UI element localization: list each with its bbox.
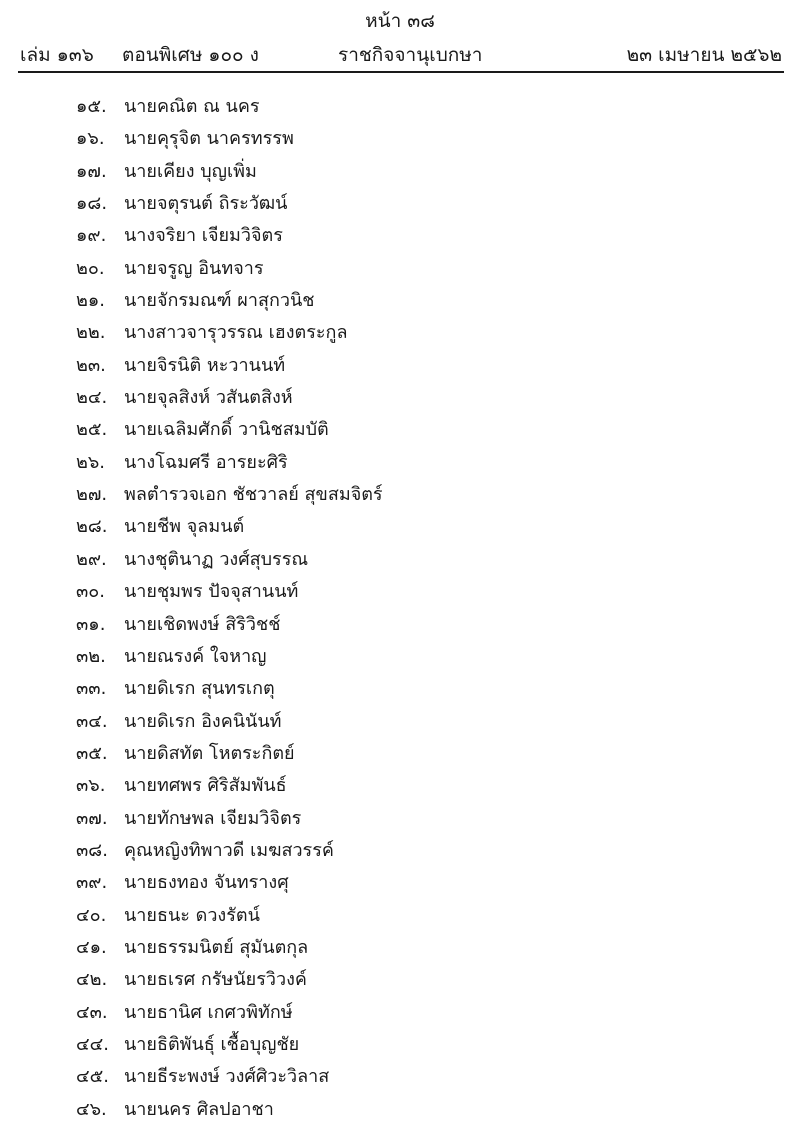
entry-number: ๓๗.	[76, 807, 108, 829]
entry-name: นายจุลสิงห์ วสันตสิงห์	[124, 387, 293, 409]
list-item	[0, 772, 800, 804]
entry-number: ๓๒.	[76, 645, 106, 667]
entry-name: นายทศพร ศิริสัมพันธ์	[124, 775, 287, 797]
list-item	[0, 255, 800, 287]
entry-number: ๒๒.	[76, 322, 106, 344]
list-item	[0, 643, 800, 675]
list-item	[0, 708, 800, 740]
entry-name: นายธีระพงษ์ วงศ์ศิวะวิลาส	[124, 1066, 330, 1088]
issue-number: ตอนพิเศษ ๑๐๐ ง	[122, 44, 259, 66]
list-item	[0, 481, 800, 513]
list-item	[0, 546, 800, 578]
list-item	[0, 999, 800, 1031]
entry-name: นายเฉลิมศักดิ์ วานิชสมบัติ	[124, 419, 329, 441]
list-item	[0, 125, 800, 157]
list-item	[0, 1031, 800, 1063]
list-item	[0, 1063, 800, 1095]
entry-number: ๔๐.	[76, 904, 107, 926]
name-list	[0, 93, 800, 1128]
list-item	[0, 740, 800, 772]
entry-number: ๔๑.	[76, 936, 107, 958]
entry-name: นายณรงค์ ใจหาญ	[124, 645, 267, 667]
list-item	[0, 319, 800, 351]
entry-name: นายคุรุจิต นาครทรรพ	[124, 128, 294, 150]
header-divider	[18, 71, 784, 73]
entry-name: นายทักษพล เจียมวิจิตร	[124, 807, 302, 829]
entry-name: นายธิติพันธุ์ เชื้อบุญชัย	[124, 1033, 300, 1055]
entry-name: นายชีพ จุลมนต์	[124, 516, 245, 538]
entry-number: ๒๑.	[76, 290, 106, 312]
list-item	[0, 675, 800, 707]
entry-number: ๓๘.	[76, 839, 108, 861]
entry-name: นายธเรศ กรัษนัยรวิวงค์	[124, 969, 307, 991]
list-item	[0, 158, 800, 190]
entry-number: ๒๕.	[76, 419, 108, 441]
entry-name: นางโฉมศรี อารยะศิริ	[124, 451, 288, 473]
entry-name: นายคณิต ณ นคร	[124, 96, 260, 117]
list-item	[0, 934, 800, 966]
list-item	[0, 902, 800, 934]
volume-number: เล่ม ๑๓๖	[20, 44, 94, 66]
entry-number: ๑๖.	[76, 128, 105, 150]
publication-date: ๒๓ เมษายน ๒๕๖๒	[626, 44, 782, 66]
entry-number: ๓๙.	[76, 872, 108, 894]
entry-number: ๓๖.	[76, 775, 106, 797]
page-header	[20, 42, 782, 68]
list-item	[0, 384, 800, 416]
entry-name: นายดิสทัต โหตระกิตย์	[124, 742, 295, 764]
list-item	[0, 578, 800, 610]
list-item	[0, 1096, 800, 1128]
entry-name: นายจตุรนต์ ถิระวัฒน์	[124, 193, 288, 215]
entry-number: ๒๗.	[76, 484, 108, 506]
entry-name: นายเคียง บุญเพิ่ม	[124, 160, 257, 182]
entry-name: นายธงทอง จันทรางศุ	[124, 872, 289, 894]
entry-number: ๓๐.	[76, 581, 106, 603]
entry-name: นางจริยา เจียมวิจิตร	[124, 225, 283, 247]
list-item	[0, 611, 800, 643]
entry-number: ๔๕.	[76, 1066, 109, 1088]
entry-number: ๓๑.	[76, 613, 106, 635]
page-number: หน้า ๓๘	[365, 10, 435, 32]
entry-number: ๒๖.	[76, 451, 106, 473]
list-item	[0, 449, 800, 481]
entry-number: ๒๔.	[76, 387, 108, 409]
entry-name: นายธานิศ เกศวพิทักษ์	[124, 1001, 293, 1023]
entry-number: ๔๖.	[76, 1098, 107, 1120]
list-item	[0, 93, 800, 125]
entry-name: นายจิรนิติ หะวานนท์	[124, 354, 286, 376]
entry-number: ๓๓.	[76, 678, 107, 700]
entry-number: ๔๔.	[76, 1033, 109, 1055]
journal-title: ราชกิจจานุเบกษา	[338, 44, 483, 66]
entry-number: ๑๙.	[76, 225, 107, 247]
list-item	[0, 222, 800, 254]
entry-number: ๒๘.	[76, 516, 108, 538]
list-item	[0, 287, 800, 319]
entry-name: นายธนะ ดวงรัตน์	[124, 904, 260, 926]
entry-number: ๔๓.	[76, 1001, 108, 1023]
entry-name: พลตำรวจเอก ชัชวาลย์ สุขสมจิตร์	[124, 484, 383, 506]
list-item	[0, 352, 800, 384]
entry-name: คุณหญิงทิพาวดี เมฆสวรรค์	[124, 839, 334, 861]
entry-name: นายจักรมณฑ์ ผาสุกวนิช	[124, 290, 315, 312]
entry-name: นายจรูญ อินทจาร	[124, 257, 264, 279]
entry-name: นางสาวจารุวรรณ เฮงตระกูล	[124, 322, 348, 344]
list-item	[0, 805, 800, 837]
list-item	[0, 966, 800, 998]
entry-name: นายเชิดพงษ์ สิริวิชช์	[124, 613, 281, 635]
entry-number: ๒๐.	[76, 257, 105, 279]
entry-number: ๔๒.	[76, 969, 108, 991]
entry-number: ๑๕.	[76, 96, 107, 117]
entry-number: ๑๘.	[76, 193, 108, 215]
list-item	[0, 869, 800, 901]
entry-name: นายดิเรก อิงคนินันท์	[124, 710, 282, 732]
entry-number: ๓๕.	[76, 742, 108, 764]
entry-number: ๒๓.	[76, 354, 106, 376]
entry-number: ๒๙.	[76, 548, 107, 570]
entry-name: นายนคร ศิลปอาชา	[124, 1098, 274, 1120]
entry-number: ๑๗.	[76, 160, 107, 182]
list-item	[0, 837, 800, 869]
entry-number: ๓๔.	[76, 710, 108, 732]
entry-name: นางชุตินาฏ วงศ์สุบรรณ	[124, 548, 309, 570]
list-item	[0, 416, 800, 448]
list-item	[0, 513, 800, 545]
entry-name: นายดิเรก สุนทรเกตุ	[124, 678, 275, 700]
list-item	[0, 190, 800, 222]
entry-name: นายธรรมนิตย์ สุมันตกุล	[124, 936, 309, 958]
entry-name: นายชุมพร ปัจจุสานนท์	[124, 581, 299, 603]
